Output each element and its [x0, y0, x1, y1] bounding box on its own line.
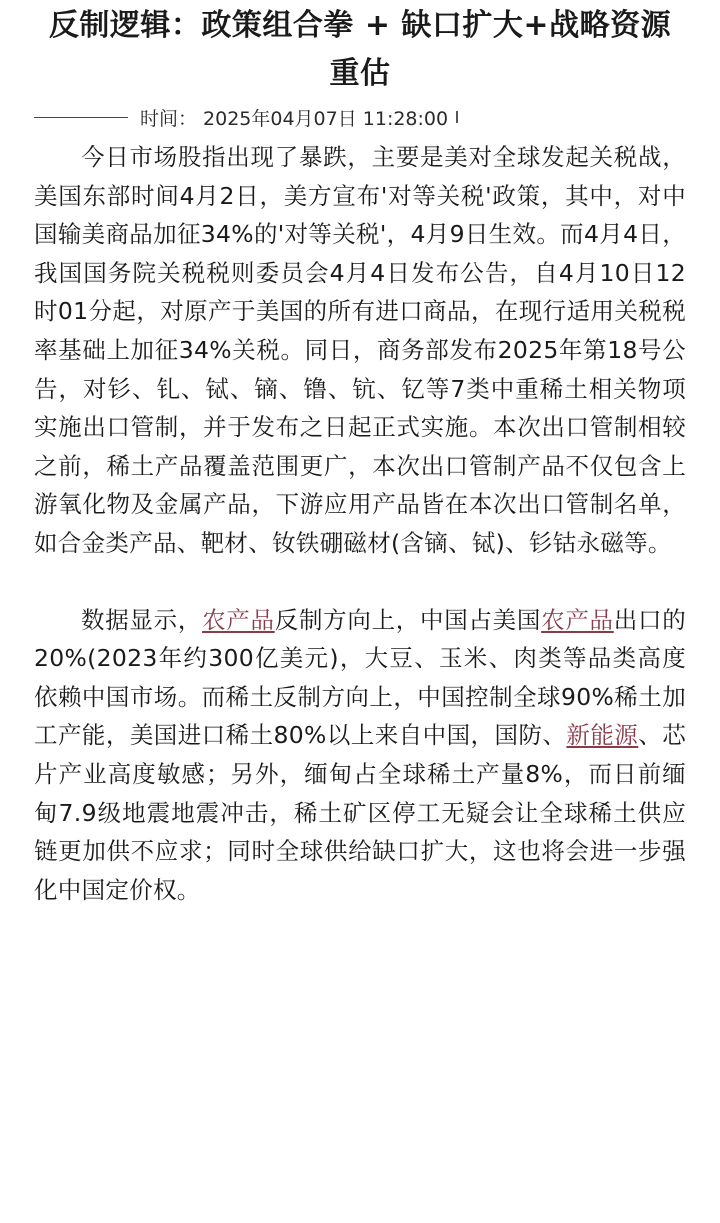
- meta-divider: [34, 117, 128, 118]
- agri-products-link[interactable]: 农产品: [202, 605, 275, 634]
- paragraph-2-text: 、芯片产业高度敏感；另外，缅甸占全球稀土产量8%，而日前缅甸7.9级地震地震冲击，稀土矿区停工无疑会让全球稀土供应链更加供不应求；同时全球供给缺口扩大，这也将会进一步强化中国定价权。: [34, 721, 687, 904]
- article-paragraph-1: 今日市场股指出现了暴跌，主要是美对全球发起关税战，美国东部时间4月2日，美方宣布'对等关税'政策，其中，对中国输美商品加征34%的'对等关税'，4月9日生效。而4月4日，我国国务院关税税则委员会4月4日发布公告，自4月10日12时01分起，对原产于美国的所有进口商品，在现行适用关税税率基础上加征34%关税。同日，商务部发布2025年第18号公告，对钐、钆、铽、镝、镥、钪、钇等7类中重稀土相关物项实施出口管制，并于发布之日起正式实施。本次出口管制相较之前，稀土产品覆盖范围更广，本次出口管制产品不仅包含上游氧化物及金属产品，下游应用产品皆在本次出口管制名单，如合金类产品、靶材、钕铁硼磁材(含镝、铽)、钐钴永磁等。: [34, 143, 686, 557]
- new-energy-link[interactable]: 新能源: [566, 721, 639, 750]
- time-label: 时间：: [140, 107, 198, 130]
- publish-time: 2025年04月07日 11:28:00: [203, 107, 449, 130]
- paragraph-2-text: 数据显示，: [81, 605, 203, 634]
- article-meta: [34, 102, 686, 132]
- article-title: 反制逻辑：政策组合拳 + 缺口扩大+战略资源重估: [48, 8, 672, 91]
- article-paragraph-2: [34, 601, 686, 910]
- paragraph-2-text: 出口的20%(2023年约300亿美元)，大豆、玉米、肉类等品类高度依赖中国市场。而稀土反制方向上，中国控制全球90%稀土加工产能，美国进口稀土80%以上来自中国，国防、: [34, 605, 686, 750]
- meta-tail-mark: [456, 111, 458, 123]
- agri-products-link-2[interactable]: 农产品: [541, 605, 614, 634]
- paragraph-2-text: 反制方向上，中国占美国: [274, 605, 542, 634]
